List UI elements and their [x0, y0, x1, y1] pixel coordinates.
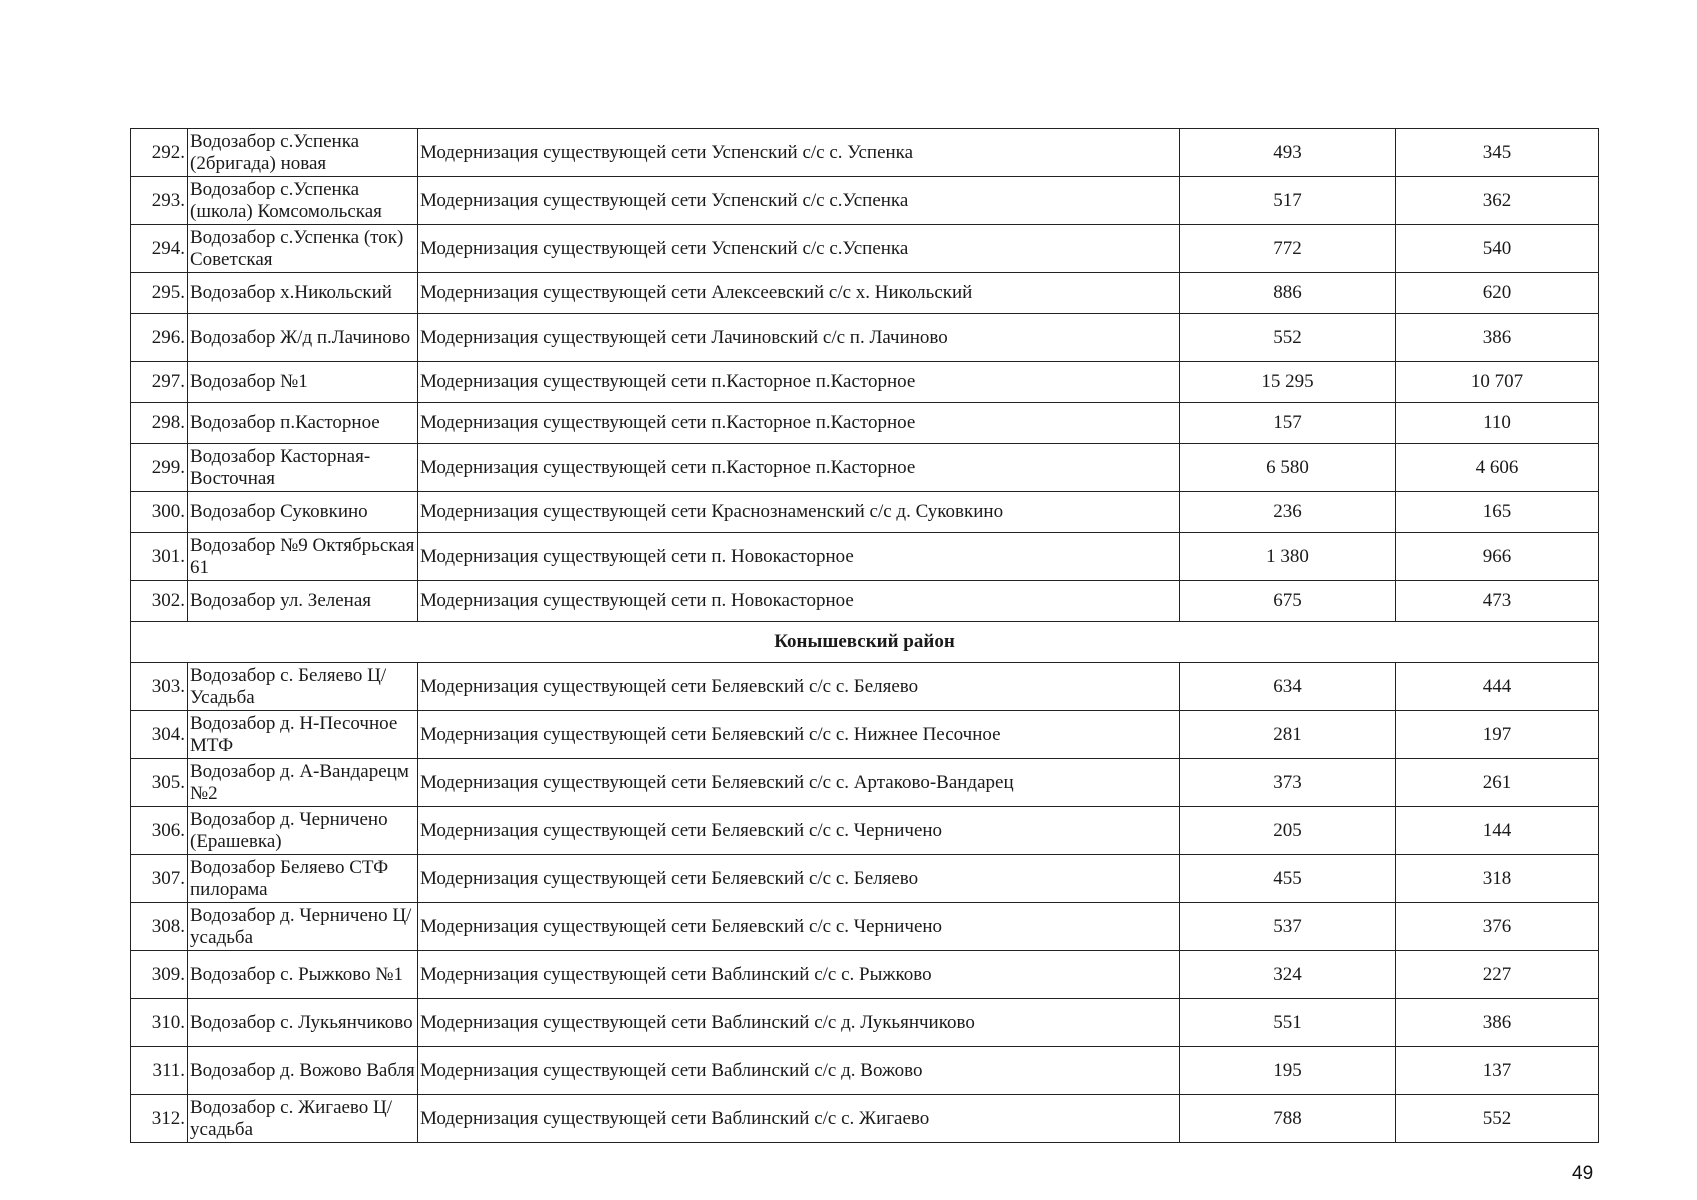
row-number: 297.	[131, 362, 188, 403]
value-cell-2: 444	[1396, 663, 1599, 711]
value-cell-2: 620	[1396, 273, 1599, 314]
value-cell-1: 552	[1180, 314, 1396, 362]
modernization-description: Модернизация существующей сети Беляевский с/с с. Артаково-Вандарец	[418, 759, 1180, 807]
table-row	[131, 1047, 1599, 1095]
table-row	[131, 314, 1599, 362]
table-row	[131, 225, 1599, 273]
modernization-description: Модернизация существующей сети Беляевский с/с с. Нижнее Песочное	[418, 711, 1180, 759]
modernization-description: Модернизация существующей сети Лачиновский с/с п. Лачиново	[418, 314, 1180, 362]
row-number: 312.	[131, 1095, 188, 1143]
table-row	[131, 999, 1599, 1047]
section-title: Конышевский район	[131, 622, 1599, 663]
table-row	[131, 759, 1599, 807]
row-number: 293.	[131, 177, 188, 225]
row-number: 304.	[131, 711, 188, 759]
table-row	[131, 273, 1599, 314]
value-cell-1: 15 295	[1180, 362, 1396, 403]
value-cell-1: 1 380	[1180, 533, 1396, 581]
table-row	[131, 444, 1599, 492]
table-row	[131, 581, 1599, 622]
value-cell-1: 373	[1180, 759, 1396, 807]
water-intake-name: Водозабор х.Никольский	[188, 273, 418, 314]
value-cell-2: 362	[1396, 177, 1599, 225]
water-intake-name: Водозабор д. Вожово Вабля	[188, 1047, 418, 1095]
modernization-description: Модернизация существующей сети Ваблинский с/с с. Жигаево	[418, 1095, 1180, 1143]
water-intake-name: Водозабор с.Успенка (2бригада) новая	[188, 129, 418, 177]
value-cell-1: 6 580	[1180, 444, 1396, 492]
value-cell-1: 493	[1180, 129, 1396, 177]
water-intake-table	[130, 128, 1599, 1143]
modernization-description: Модернизация существующей сети п. Новокасторное	[418, 533, 1180, 581]
table-row	[131, 951, 1599, 999]
water-intake-name: Водозабор с. Беляево Ц/Усадьба	[188, 663, 418, 711]
table-row	[131, 533, 1599, 581]
water-intake-name: Водозабор д. Черничено (Ерашевка)	[188, 807, 418, 855]
value-cell-1: 788	[1180, 1095, 1396, 1143]
modernization-description: Модернизация существующей сети Алексеевский с/с х. Никольский	[418, 273, 1180, 314]
row-number: 294.	[131, 225, 188, 273]
modernization-description: Модернизация существующей сети Успенский с/с с.Успенка	[418, 177, 1180, 225]
value-cell-2: 345	[1396, 129, 1599, 177]
value-cell-2: 4 606	[1396, 444, 1599, 492]
modernization-description: Модернизация существующей сети Беляевский с/с с. Беляево	[418, 663, 1180, 711]
table-row	[131, 492, 1599, 533]
table-body-bottom	[131, 663, 1599, 1143]
value-cell-2: 261	[1396, 759, 1599, 807]
modernization-description: Модернизация существующей сети Беляевский с/с с. Черничено	[418, 807, 1180, 855]
value-cell-1: 517	[1180, 177, 1396, 225]
water-intake-name: Водозабор №1	[188, 362, 418, 403]
value-cell-2: 10 707	[1396, 362, 1599, 403]
value-cell-2: 473	[1396, 581, 1599, 622]
row-number: 310.	[131, 999, 188, 1047]
modernization-description: Модернизация существующей сети Беляевский с/с с. Беляево	[418, 855, 1180, 903]
water-intake-name: Водозабор д. А-Вандарецм №2	[188, 759, 418, 807]
water-intake-name: Водозабор Касторная-Восточная	[188, 444, 418, 492]
table-row	[131, 362, 1599, 403]
value-cell-1: 205	[1180, 807, 1396, 855]
value-cell-2: 386	[1396, 999, 1599, 1047]
value-cell-1: 675	[1180, 581, 1396, 622]
water-intake-name: Водозабор с.Успенка (школа) Комсомольская	[188, 177, 418, 225]
row-number: 295.	[131, 273, 188, 314]
value-cell-2: 540	[1396, 225, 1599, 273]
page-number: 49	[1572, 1163, 1594, 1184]
table-row	[131, 129, 1599, 177]
value-cell-1: 455	[1180, 855, 1396, 903]
table-row	[131, 903, 1599, 951]
water-intake-name: Водозабор д. Н-Песочное МТФ	[188, 711, 418, 759]
water-intake-name: Водозабор №9 Октябрьская 61	[188, 533, 418, 581]
row-number: 307.	[131, 855, 188, 903]
water-intake-name: Водозабор д. Черничено Ц/усадьба	[188, 903, 418, 951]
modernization-description: Модернизация существующей сети п.Касторное п.Касторное	[418, 362, 1180, 403]
row-number: 305.	[131, 759, 188, 807]
value-cell-1: 772	[1180, 225, 1396, 273]
row-number: 311.	[131, 1047, 188, 1095]
value-cell-2: 318	[1396, 855, 1599, 903]
modernization-description: Модернизация существующей сети Краснознаменский с/с д. Суковкино	[418, 492, 1180, 533]
value-cell-2: 197	[1396, 711, 1599, 759]
row-number: 300.	[131, 492, 188, 533]
value-cell-1: 236	[1180, 492, 1396, 533]
value-cell-1: 195	[1180, 1047, 1396, 1095]
modernization-description: Модернизация существующей сети п.Касторное п.Касторное	[418, 403, 1180, 444]
value-cell-2: 552	[1396, 1095, 1599, 1143]
value-cell-1: 157	[1180, 403, 1396, 444]
section-row	[131, 622, 1599, 663]
table-row	[131, 1095, 1599, 1143]
row-number: 303.	[131, 663, 188, 711]
row-number: 302.	[131, 581, 188, 622]
row-number: 301.	[131, 533, 188, 581]
water-intake-name: Водозабор с.Успенка (ток) Советская	[188, 225, 418, 273]
water-intake-name: Водозабор Беляево СТФ пилорама	[188, 855, 418, 903]
modernization-description: Модернизация существующей сети Успенский с/с с. Успенка	[418, 129, 1180, 177]
row-number: 306.	[131, 807, 188, 855]
table-row	[131, 807, 1599, 855]
value-cell-2: 165	[1396, 492, 1599, 533]
value-cell-2: 110	[1396, 403, 1599, 444]
value-cell-2: 144	[1396, 807, 1599, 855]
modernization-description: Модернизация существующей сети Беляевский с/с с. Черничено	[418, 903, 1180, 951]
modernization-description: Модернизация существующей сети п.Касторное п.Касторное	[418, 444, 1180, 492]
value-cell-1: 281	[1180, 711, 1396, 759]
value-cell-1: 551	[1180, 999, 1396, 1047]
value-cell-2: 386	[1396, 314, 1599, 362]
modernization-description: Модернизация существующей сети п. Новокасторное	[418, 581, 1180, 622]
row-number: 296.	[131, 314, 188, 362]
water-intake-name: Водозабор с. Лукьянчиково	[188, 999, 418, 1047]
table-row	[131, 177, 1599, 225]
table-row	[131, 663, 1599, 711]
value-cell-1: 634	[1180, 663, 1396, 711]
modernization-description: Модернизация существующей сети Ваблинский с/с д. Вожово	[418, 1047, 1180, 1095]
table-row	[131, 855, 1599, 903]
table-row	[131, 403, 1599, 444]
row-number: 292.	[131, 129, 188, 177]
water-intake-name: Водозабор п.Касторное	[188, 403, 418, 444]
row-number: 298.	[131, 403, 188, 444]
table-row	[131, 711, 1599, 759]
value-cell-2: 227	[1396, 951, 1599, 999]
modernization-description: Модернизация существующей сети Ваблинский с/с с. Рыжково	[418, 951, 1180, 999]
value-cell-1: 324	[1180, 951, 1396, 999]
water-intake-name: Водозабор ул. Зеленая	[188, 581, 418, 622]
value-cell-1: 886	[1180, 273, 1396, 314]
row-number: 308.	[131, 903, 188, 951]
value-cell-1: 537	[1180, 903, 1396, 951]
modernization-description: Модернизация существующей сети Успенский с/с с.Успенка	[418, 225, 1180, 273]
water-intake-name: Водозабор с. Жигаево Ц/усадьба	[188, 1095, 418, 1143]
modernization-description: Модернизация существующей сети Ваблинский с/с д. Лукьянчиково	[418, 999, 1180, 1047]
table-section	[131, 622, 1599, 663]
value-cell-2: 966	[1396, 533, 1599, 581]
water-intake-name: Водозабор Суковкино	[188, 492, 418, 533]
value-cell-2: 376	[1396, 903, 1599, 951]
water-intake-name: Водозабор Ж/д п.Лачиново	[188, 314, 418, 362]
row-number: 309.	[131, 951, 188, 999]
water-intake-name: Водозабор с. Рыжково №1	[188, 951, 418, 999]
value-cell-2: 137	[1396, 1047, 1599, 1095]
row-number: 299.	[131, 444, 188, 492]
table-body-top	[131, 129, 1599, 622]
